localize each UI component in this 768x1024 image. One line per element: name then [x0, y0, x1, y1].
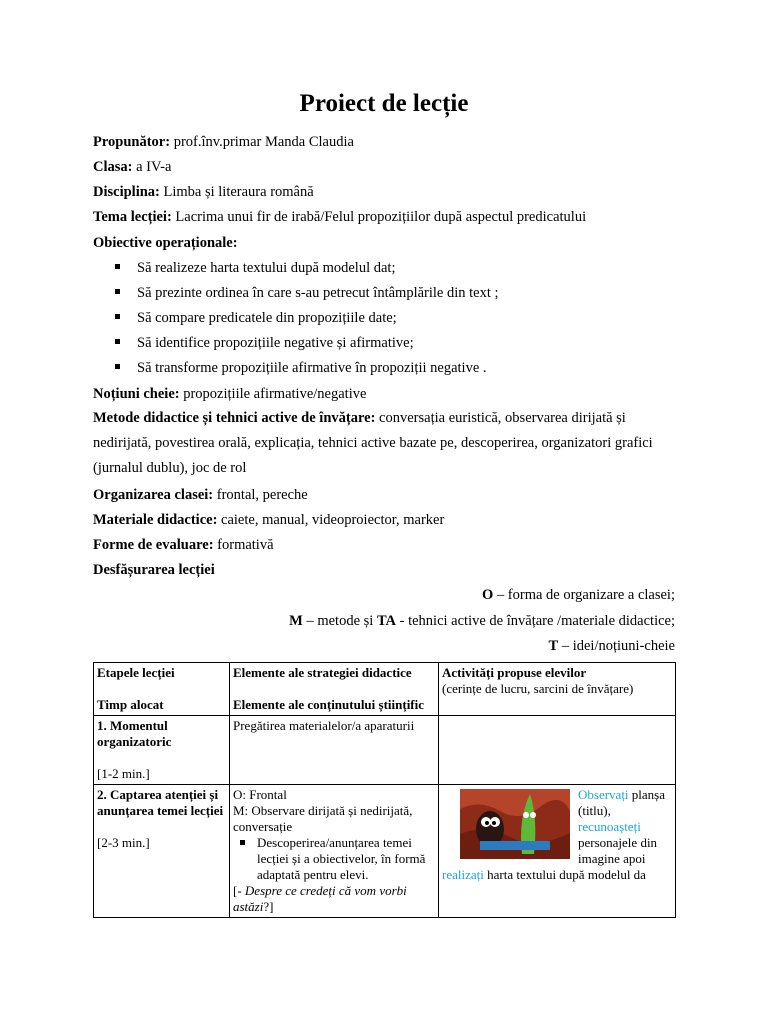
header-activities-label: Activități propuse elevilor [442, 665, 587, 680]
row2-bullet-list [233, 835, 435, 883]
disciplina-line [93, 182, 675, 202]
row2-activity-cell [439, 785, 676, 918]
objective-item [115, 283, 499, 303]
header-strategy-label: Elemente ale strategiei didactice [233, 665, 412, 680]
question-text: Despre ce credeți că vom vorbi astăzi [233, 883, 407, 914]
illustration-svg [460, 789, 570, 859]
obiective-label: Obiective operaționale: [93, 235, 238, 251]
objective-text: Să prezinte ordinea în care s-au petrecut întâmplările din text ; [137, 285, 499, 301]
legend-ta-key: TA [376, 613, 397, 629]
bullet-square-icon [115, 264, 120, 269]
forme-value: formativă [213, 537, 274, 553]
legend-m-text: – metode și [302, 613, 377, 629]
legend-o-text: – forma de organizare a clasei; [493, 587, 675, 603]
objective-text: Să compare predicatele din propozițiile date; [137, 310, 397, 326]
tema-label: Tema lecției: [93, 209, 172, 225]
bullet-square-icon [115, 289, 120, 294]
clasa-line [93, 157, 675, 177]
desfasurare-heading [93, 560, 675, 580]
organizare-line [93, 485, 675, 505]
header-activities-sub: (cerințe de lucru, sarcini de învățare) [442, 681, 634, 696]
forme-line [93, 535, 675, 555]
materiale-label: Materiale didactice: [93, 512, 218, 528]
act-realizati: realizați [442, 867, 484, 882]
desfasurare-label: Desfășurarea lecției [93, 562, 215, 578]
notiuni-value: propozițiile afirmative/negative [179, 386, 367, 402]
header-cell-strategy [230, 663, 439, 716]
legend-o-key: O [482, 587, 494, 603]
organizare-value: frontal, pereche [213, 487, 308, 503]
tema-line [93, 207, 675, 227]
metode-value: conversația euristică, observarea dirijată și nedirijată, povestirea orală, explicația, tehnici active bazate pe, descoperirea, organizatori grafici (jurnalul dublu), joc de rol [93, 410, 653, 477]
act-recunoasteti: recunoașteți [578, 819, 641, 834]
row1-activity-cell [439, 716, 676, 785]
header-cell-activities [439, 663, 676, 716]
question-open: [- [233, 883, 245, 898]
disciplina-value: Limba și literaura română [159, 184, 314, 200]
row1-strategy: Pregătirea materialelor/a aparaturii [233, 718, 415, 733]
act-plansa: planșa (titlu), [578, 787, 666, 818]
legend-t-text: – idei/noțiuni-cheie [558, 638, 675, 654]
objective-text: Să transforme propozițiile afirmative în propoziții negative . [137, 360, 487, 376]
table-row [94, 716, 676, 785]
obiective-heading [93, 233, 675, 253]
row1-strategy-cell [230, 716, 439, 785]
organizare-label: Organizarea clasei: [93, 487, 214, 503]
legend-m-key: M [289, 613, 303, 629]
act-personajele: personajele din imagine apoi [578, 835, 658, 866]
row2-time: [2-3 min.] [97, 835, 150, 850]
propunator-line [93, 132, 675, 152]
row2-stage-cell [94, 785, 230, 918]
legend-t [93, 636, 675, 656]
row2-bullet-item: Descoperirea/anunțarea temei lecției și a obiectivelor, în formă adaptată pentru elevi. [257, 835, 435, 883]
metode-paragraph [93, 406, 675, 482]
question-close: ?] [263, 899, 274, 914]
materiale-line [93, 510, 675, 530]
bullet-square-icon [115, 314, 120, 319]
metode-label: Metode didactice și tehnici active de învățare: [93, 410, 376, 426]
objective-item [115, 358, 487, 378]
notiuni-label: Noțiuni cheie: [93, 386, 180, 402]
bullet-square-icon [115, 364, 120, 369]
forme-label: Forme de evaluare: [93, 537, 214, 553]
clasa-value: a IV-a [132, 159, 172, 175]
propunator-value: prof.înv.primar Manda Claudia [170, 134, 354, 150]
objective-text: Să realizeze harta textului după modelul dat; [137, 260, 396, 276]
tema-value: Lacrima unui fir de irabă/Felul propozițiilor după aspectul predicatului [171, 209, 587, 225]
act-observati: Observați [578, 787, 629, 802]
lesson-table [93, 662, 676, 918]
act-harta: harta textului după modelul da [483, 867, 646, 882]
document-title: Proiect de lecție [299, 90, 469, 117]
materiale-value: caiete, manual, videoproiector, marker [217, 512, 445, 528]
table-header-row [94, 663, 676, 716]
legend-o [93, 585, 675, 605]
table-row [94, 785, 676, 918]
row1-stage-cell [94, 716, 230, 785]
row2-question [233, 883, 435, 915]
row1-stage: 1. Momentul organizatoric [97, 718, 172, 749]
row2-organization: O: Frontal [233, 787, 287, 802]
legend-ta-text: - tehnici active de învățare /materiale didactice; [396, 613, 675, 629]
objective-item [115, 308, 397, 328]
clasa-label: Clasa: [93, 159, 133, 175]
legend-t-key: T [548, 638, 559, 654]
header-cell-stages [94, 663, 230, 716]
header-time-label: Timp alocat [97, 697, 164, 712]
propunator-label: Propunător: [93, 134, 171, 150]
objective-item [115, 333, 414, 353]
legend-m-ta [93, 611, 675, 631]
disciplina-label: Disciplina: [93, 184, 160, 200]
row2-stage: 2. Captarea atenției și anunțarea temei lecției [97, 787, 224, 818]
bullet-square-icon [115, 339, 120, 344]
lesson-illustration-image [460, 789, 570, 859]
row2-methods: M: Observare dirijată și nedirijată, conversație [233, 803, 413, 834]
row2-strategy-cell [230, 785, 439, 918]
notiuni-line [93, 384, 675, 404]
objective-text: Să identifice propozițiile negative și afirmative; [137, 335, 414, 351]
header-content-label: Elemente ale conținutului științific [233, 697, 425, 712]
row1-time: [1-2 min.] [97, 766, 150, 781]
objective-item [115, 258, 395, 278]
header-stages-label: Etapele lecției [97, 665, 175, 680]
